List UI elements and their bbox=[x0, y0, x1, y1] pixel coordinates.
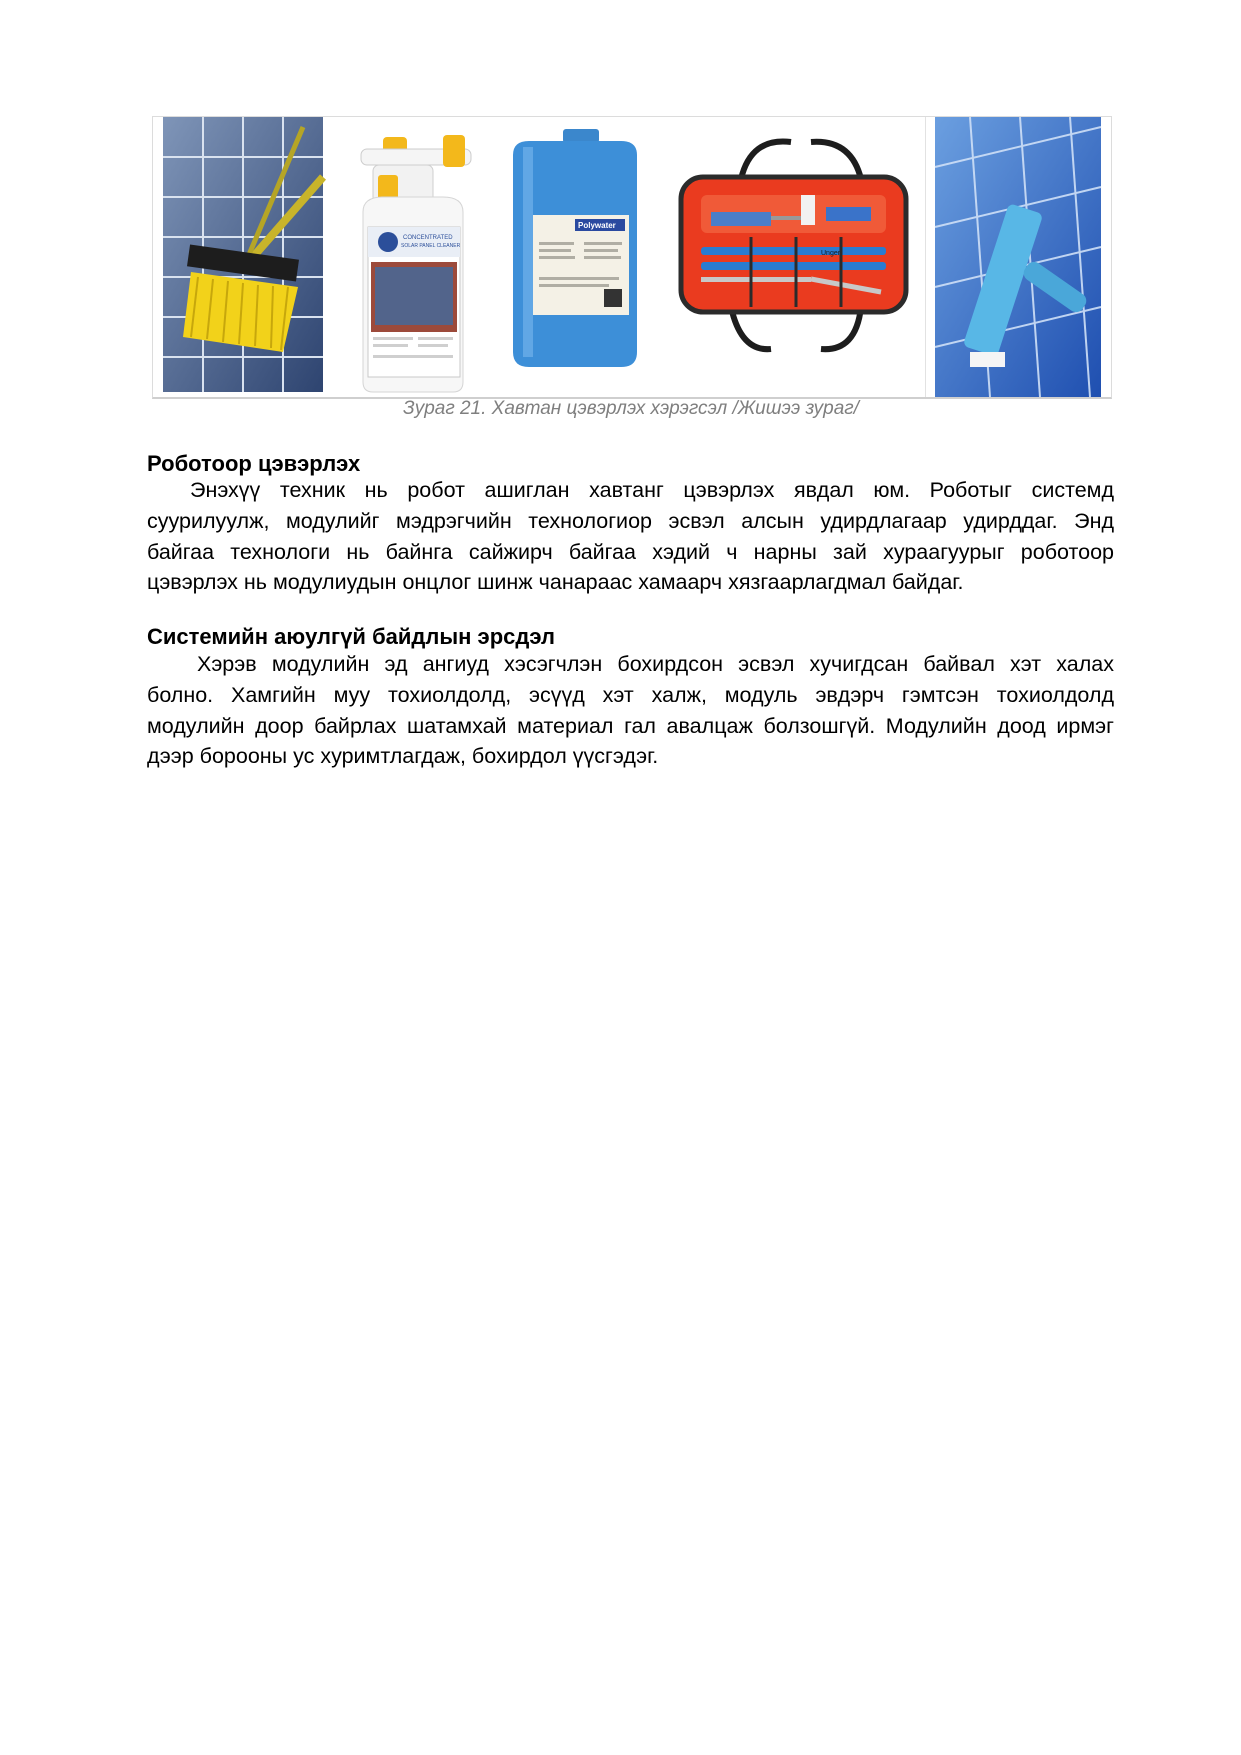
paragraph-line: модулийн доор байрлах шатамхай материал гал авалцаж болзошгүй. Модулийн доод ирмэг bbox=[147, 713, 1114, 738]
bottle-label-line-1: CONCENTRATED bbox=[403, 235, 453, 241]
section-heading-system-safety: Системийн аюулгүй байдлын эрсдэл bbox=[147, 624, 555, 649]
section-heading-robot-cleaning: Роботоор цэвэрлэх bbox=[147, 451, 361, 476]
section-paragraph-system-safety bbox=[147, 649, 1114, 772]
bottle-label-line-2: SOLAR PANEL CLEANER bbox=[401, 243, 461, 249]
paragraph-line: байгаа технологи нь байнга сайжирч байгаа хэдий ч нарны зай хураагуурыг роботоор bbox=[147, 539, 1114, 564]
figure-caption: Зураг 21. Хавтан цэвэрлэх хэрэгсэл /Жишээ зураг/ bbox=[403, 398, 859, 419]
section-paragraph-robot-cleaning bbox=[147, 475, 1114, 598]
brush-on-pole-image bbox=[153, 117, 334, 397]
figure-image-strip bbox=[152, 116, 1112, 399]
paragraph-line: цэвэрлэх нь модулиудын онцлог шинж чанараас хамаарч хязгаарлагдмал байдаг. bbox=[147, 570, 964, 595]
spray-bottle-image bbox=[333, 117, 490, 397]
jug-label-text: Polywater bbox=[578, 221, 616, 230]
bag-brand-text: Unger bbox=[821, 250, 841, 257]
cleaner-jug-image bbox=[489, 117, 662, 397]
paragraph-line: суурилуулж, модулийг мэдрэгчийн технологиор эсвэл алсын удирдлагаар удирддаг. Энд bbox=[147, 508, 1114, 533]
paragraph-line: Энэхүү техник нь робот ашиглан хавтанг цэвэрлэх явдал юм. Роботыг системд bbox=[190, 478, 1114, 502]
paragraph-line: Хэрэв модулийн эд ангиуд хэсэгчлэн бохирдсон эсвэл хучигдсан байвал хэт халах bbox=[197, 652, 1114, 676]
paragraph-line: болно. Хамгийн муу тохиолдолд, эсүүд хэт халж, модуль эвдэрч гэмтсэн тохиолдолд bbox=[147, 682, 1114, 707]
squeegee-on-panel-image bbox=[925, 117, 1111, 397]
paragraph-line: дээр борооны ус хуримтлагдаж, бохирдол үүсгэдэг. bbox=[147, 744, 659, 769]
tool-bag-image bbox=[661, 117, 926, 397]
